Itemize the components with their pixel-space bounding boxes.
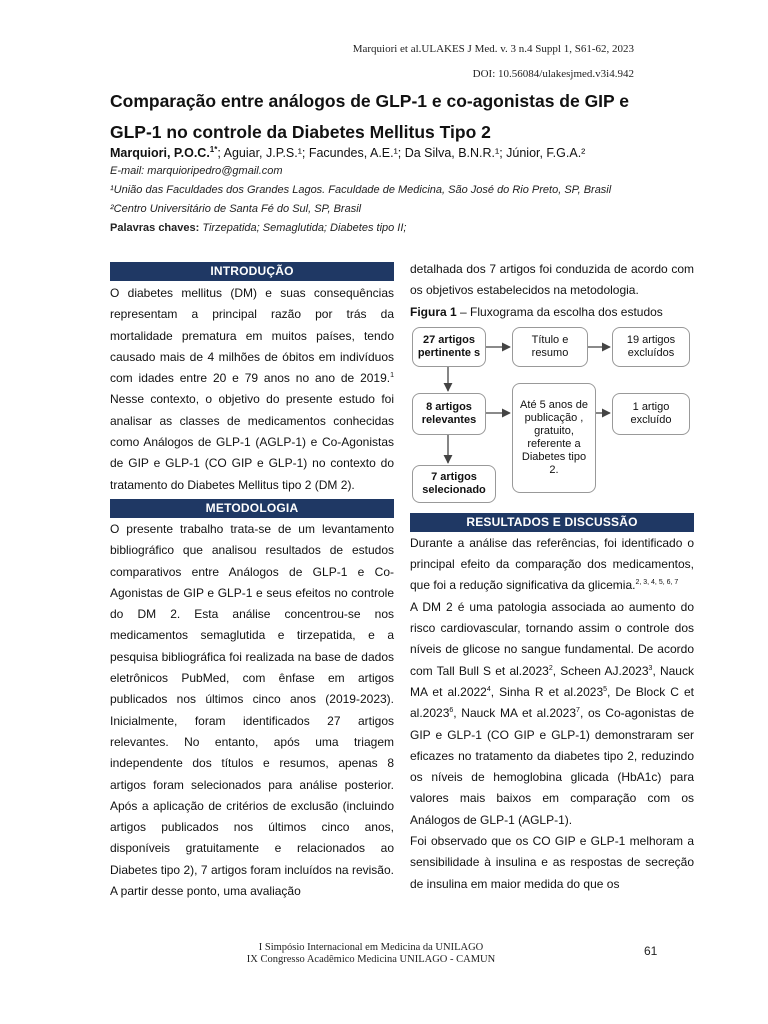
affiliation-2: ²Centro Universitário de Santa Fé do Sul, SP, Brasil bbox=[110, 203, 362, 215]
results-body bbox=[410, 533, 694, 895]
keywords bbox=[110, 222, 406, 234]
paper-title: Comparação entre análogos de GLP-1 e co-agonistas de GIP e GLP-1 no controle da Diabetes Mellitus Tipo 2 bbox=[110, 91, 629, 142]
results-p2-a: A DM 2 é uma patologia associada ao aumento do risco cardiovascular, tornando assim o controle dos níveis de glicose no sangue fundamental. De acordo com Tall Bull S et al.2023 bbox=[410, 599, 694, 678]
intro-paragraph bbox=[110, 283, 394, 496]
citation-7: 7 bbox=[576, 707, 580, 715]
page-number: 61 bbox=[644, 944, 658, 958]
flow-box-criterios: Até 5 anos de publicação , gratuito, referente a Diabetes tipo 2. bbox=[512, 383, 596, 493]
intro-heading: INTRODUÇÃO bbox=[110, 262, 394, 281]
author-list bbox=[110, 145, 585, 160]
flow-box-8-relevantes: 8 artigos relevantes bbox=[412, 393, 486, 435]
flow-box-27-artigos: 27 artigos pertinente s bbox=[412, 327, 486, 367]
figure-label: Figura 1 bbox=[410, 304, 457, 319]
results-p1-text: Durante a análise das referências, foi identificado o principal efeito da comparação dos medicamentos, que foi a redução significativa da glicemia. bbox=[410, 535, 694, 593]
results-p2-b: , Scheen AJ.2023 bbox=[552, 663, 649, 678]
results-heading: RESULTADOS E DISCUSSÃO bbox=[410, 513, 694, 532]
flow-box-1-excluido: 1 artigo excluído bbox=[612, 393, 690, 435]
figure-caption-text: – Fluxograma da escolha dos estudos bbox=[456, 304, 663, 319]
keywords-value: Tirzepatida; Semaglutida; Diabetes tipo II; bbox=[199, 222, 407, 234]
methodology-paragraph: O presente trabalho trata-se de um levantamento bibliográfico que analisou resultados de estudos comparativos entre Análogos de GLP-1 e Co-Agonistas de GIP e GLP-1 e seus efeitos no controle do DM 2. Esta análise concentrou-se nos medicamentos semaglutida e tirzepatida, e a pesquisa bibliográfica foi realizada na base de dados eletrônicos PubMed, com ênfase em artigos publicados nos últimos cinco anos (2019-2023). Inicialmente, foram identificados 27 artigos relevantes. No entanto, após uma triagem independente dos títulos e resumos, apenas 8 artigos foram selecionados para análise posterior. Após a aplicação de critérios de exclusão (incluindo artigos publicados nos últimos cinco anos, disponíveis gratuitamente e relacionados ao Diabetes tipo 2), 7 artigos foram incluídos na revisão. A partir desse ponto, uma avaliação bbox=[110, 521, 394, 899]
intro-text-a: O diabetes mellitus (DM) e suas consequências representam a principal razão por trás da mortalidade prematura em muitos países, tendo causado mais de 4 milhões de óbitos em indivíduos com idades entre 20 e 79 anos no ano de 2019. bbox=[110, 286, 394, 386]
figure-caption bbox=[410, 302, 694, 323]
results-paragraph-1 bbox=[410, 533, 694, 597]
results-p2-g: , os Co-agonistas de GIP e GLP-1 (CO GIP e GLP-1) demonstraram ser eficazes no tratamento da diabetes tipo 2, reduzindo os níveis de hemoglobina glicada (HbA1c) para valores mais baixos em comparação com os Análogos de GLP-1 (AGLP-1). bbox=[410, 706, 695, 827]
first-author-marker: 1* bbox=[209, 145, 218, 154]
results-p2-d: , Sinha R et al.2023 bbox=[490, 684, 604, 699]
results-p2-f: , Nauck MA et al.2023 bbox=[453, 706, 577, 721]
flowchart bbox=[410, 327, 694, 507]
results-paragraph-3: Foi observado que os CO GIP e GLP-1 melhoram a sensibilidade à insulina e as respostas de secreção de insulina em maior medida do que os bbox=[410, 834, 694, 891]
citation-2: 2 bbox=[548, 664, 553, 672]
flow-box-titulo-resumo: Título e resumo bbox=[512, 327, 588, 367]
keywords-label: Palavras chaves: bbox=[110, 222, 200, 234]
results-p2-e: , De Block C et al.2023 bbox=[410, 684, 695, 721]
affiliation-1: ¹União das Faculdades dos Grandes Lagos. Faculdade de Medicina, São José do Rio Preto, SP, Brasil bbox=[110, 184, 612, 196]
intro-text-b: Nesse contexto, o objetivo do presente estudo foi analisar as classes de medicamentos conhecidas como Análogos de GLP-1 (AGLP-1) e Co-Agonistas de GIP e GLP-1 (CO GIP e GLP-1) no contexto do tratamento do Diabetes Mellitus tipo 2 (DM 2). bbox=[110, 392, 394, 492]
footer-event-2: IX Congresso Acadêmico Medicina UNILAGO - CAMUN bbox=[246, 954, 496, 965]
right-column bbox=[410, 262, 694, 895]
citation-4: 4 bbox=[486, 685, 491, 693]
doi: DOI: 10.56084/ulakesjmed.v3i4.942 bbox=[472, 68, 634, 80]
methodology-continuation: detalhada dos 7 artigos foi conduzida de acordo com os objetivos estabelecidos na metodologia. bbox=[410, 262, 694, 298]
left-column bbox=[110, 262, 394, 902]
methodology-heading: METODOLOGIA bbox=[110, 499, 394, 518]
citation-6: 6 bbox=[449, 707, 454, 715]
intro-citation: 1 bbox=[390, 372, 394, 380]
flow-box-19-excluidos: 19 artigos excluídos bbox=[612, 327, 690, 367]
results-p2-c: , Nauck MA et al.2022 bbox=[410, 663, 694, 699]
results-p1-citations: 2, 3, 4, 5, 6, 7 bbox=[635, 579, 679, 587]
flow-box-7-selecionados: 7 artigos selecionado bbox=[412, 465, 496, 503]
footer-event-1: I Simpósio Internacional em Medicina da UNILAGO bbox=[258, 942, 484, 953]
citation-3: 3 bbox=[648, 664, 653, 672]
results-paragraph-2 bbox=[410, 597, 694, 831]
author-email: E-mail: marquioripedro@gmail.com bbox=[110, 165, 283, 177]
other-authors: ; Aguiar, J.P.S.¹; Facundes, A.E.¹; Da Silva, B.N.R.¹; Júnior, F.G.A.² bbox=[217, 146, 586, 161]
journal-reference: Marquiori et al.ULAKES J Med. v. 3 n.4 Suppl 1, S61-62, 2023 bbox=[352, 43, 634, 55]
first-author: Marquiori, P.O.C. bbox=[110, 146, 210, 161]
citation-5: 5 bbox=[603, 685, 608, 693]
